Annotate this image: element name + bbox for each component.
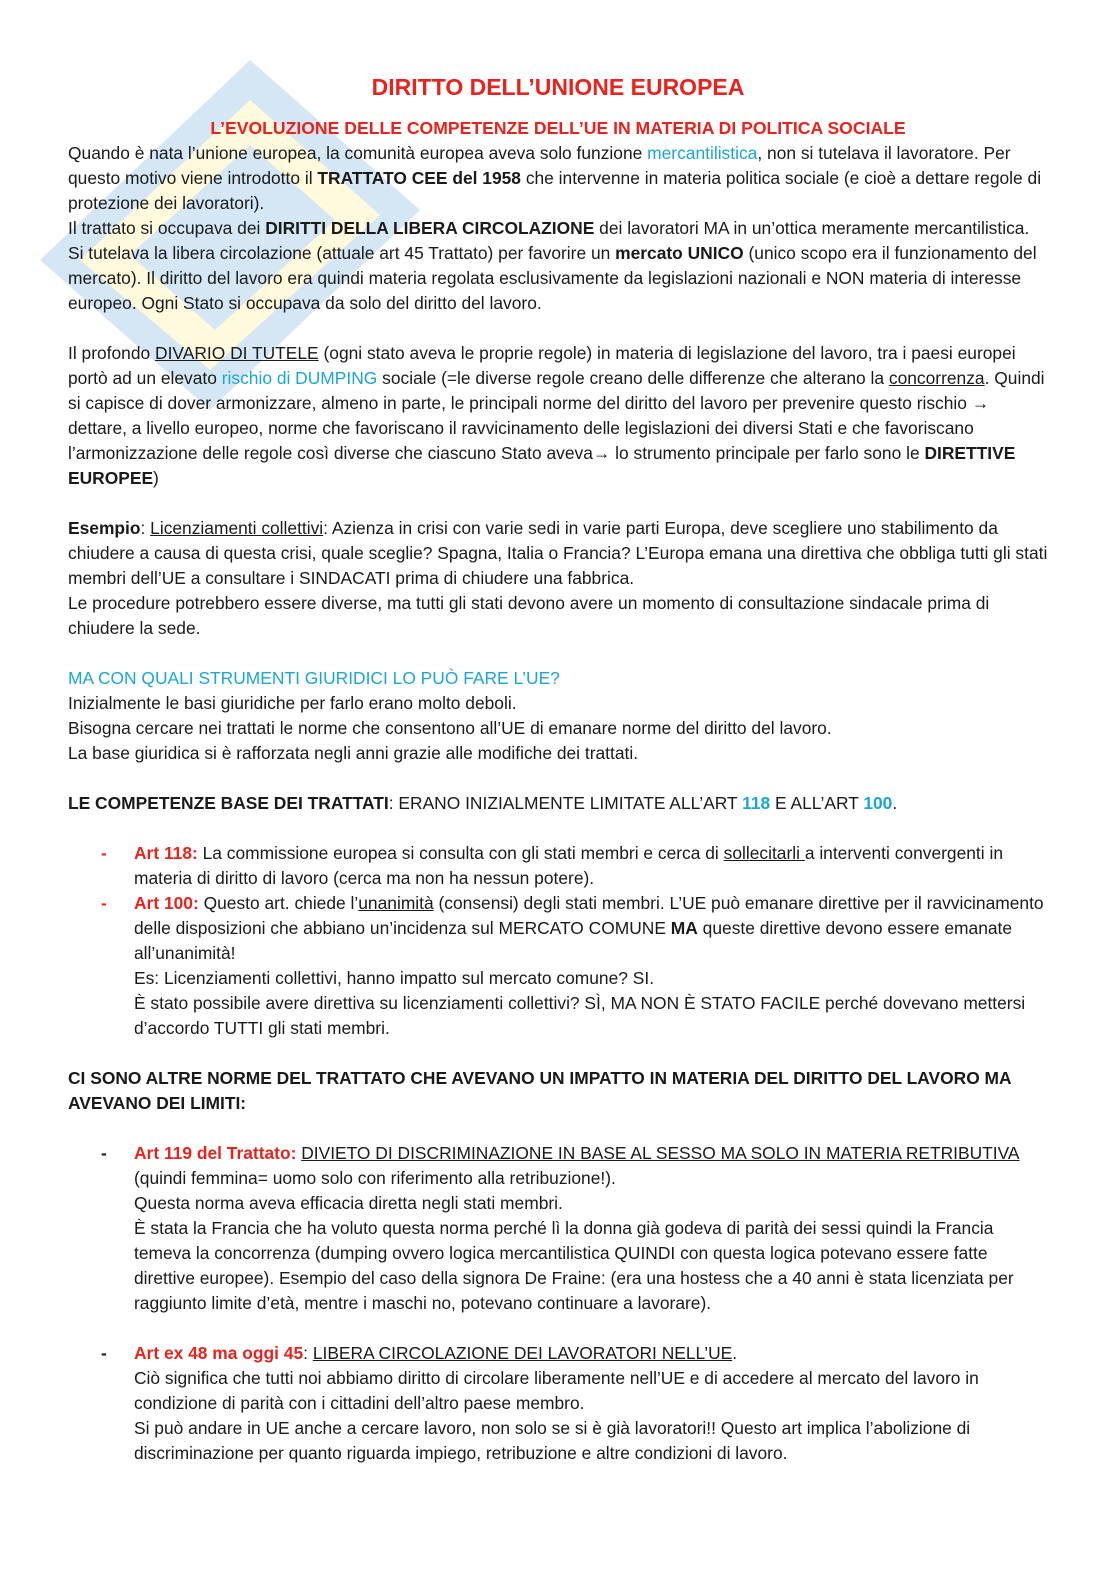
highlight-mercantilistica: mercantilistica <box>647 143 758 163</box>
list-item-art100: - Art 100: Questo art. chiede l’unanimità (consensi) degli stati membri. L’UE può emanare direttive per il ravvicinamento delle disposizioni che abbiano un’incidenza sul MERCATO COMUNE MA queste direttive devono essere emanate all’unanimità! Es: Licenziamenti collettivi, hanno impatto sul mercato comune? SI. È stato possibile avere direttiva su licenziamenti collettivi? SÌ, MA NON È STATO FACILE perché dovevano mettersi d’accordo TUTTI gli stati membri. <box>101 893 1044 1038</box>
dash-bullet: - <box>101 893 107 913</box>
paragraph-trattato: Il trattato si occupava dei DIRITTI DELLA LIBERA CIRCOLAZIONE dei lavoratori MA in un’ottica meramente mercantilistica. Si tutelava la libera circolazione (attuale art 45 Trattato) per favorire un mercato UNICO (unico scopo era il funzionamento del mercato). Il diritto del lavoro era quindi materia regolata esclusivamente da legislazioni nazionali e NON materia di interesse europeo. Ogni Stato si occupava da solo del diritto del lavoro. <box>68 218 1037 313</box>
paragraph-esempio: Esempio: Licenziamenti collettivi: Azienza in crisi con varie sedi in varie parti Europa, deve scegliere uno stabilimento da chiudere a causa di questa crisi, quale sceglie? Spagna, Italia o Francia? L’Europa emana una direttiva che obbliga tutti gli stati membri dell’UE a consultare i SINDACATI prima di chiudere una fabbrica. <box>68 518 1048 588</box>
highlight-trattato-cee: TRATTATO CEE del 1958 <box>317 168 521 188</box>
altre-norme-heading: CI SONO ALTRE NORME DEL TRATTATO CHE AVEVANO UN IMPATTO IN MATERIA DEL DIRITTO DEL LAVORO MA AVEVANO DEI LIMITI: <box>68 1068 1011 1113</box>
paragraph-divario: Il profondo DIVARIO DI TUTELE (ogni stato aveva le proprie regole) in materia di legislazione del lavoro, tra i paesi europei portò ad un elevato rischio di DUMPING sociale (=le diverse regole creano delle differenze che alterano la concorrenza. Quindi si capisce di dover armonizzare, almeno in parte, le principali norme del diritto del lavoro per prevenire questo rischio → dettare, a livello europeo, norme che favoriscano il ravvicinamento delle legislazioni dei diversi Stati e che favoriscano l’armonizzazione delle regole così diverse che ciascuno Stato aveva→ lo strumento principale per farlo sono le DIRETTIVE EUROPEE) <box>68 343 1045 488</box>
arrow-icon: → <box>971 393 990 413</box>
competenze-heading: LE COMPETENZE BASE DEI TRATTATI: ERANO INIZIALMENTE LIMITATE ALL’ART 118 E ALL’ART 100. <box>68 793 898 813</box>
dash-bullet: - <box>101 1343 107 1363</box>
dash-bullet: - <box>101 843 107 863</box>
altre-norme-list-2 <box>68 1341 1048 1466</box>
paragraph-intro: Quando è nata l’unione europea, la comunità europea aveva solo funzione mercantilistica, non si tutelava il lavoratore. Per questo motivo viene introdotto il TRATTATO CEE del 1958 che intervenne in materia politica sociale (e cioè a dettare regole di protezione dei lavoratori). <box>68 143 1042 213</box>
list-item-art118: - Art 118: La commissione europea si consulta con gli stati membri e cerca di sollecitarli a interventi convergenti in materia di diritto di lavoro (cerca ma non ha nessun potere). <box>101 843 1003 888</box>
question-heading: MA CON QUALI STRUMENTI GIURIDICI LO PUÒ FARE L’UE? <box>68 668 560 688</box>
arrow-icon: → <box>592 443 611 463</box>
competenze-list <box>68 841 1048 1041</box>
question-line: La base giuridica si è rafforzata negli anni grazie alle modifiche dei trattati. <box>68 743 639 763</box>
page-title: DIRITTO DELL’UNIONE EUROPEA <box>371 74 745 100</box>
question-line: Bisogna cercare nei trattati le norme che consentono all’UE di emanare norme del diritto del lavoro. <box>68 718 832 738</box>
dash-bullet: - <box>101 1143 107 1163</box>
paragraph-procedure: Le procedure potrebbero essere diverse, ma tutti gli stati devono avere un momento di consultazione sindacale prima di chiudere la sede. <box>68 593 990 638</box>
list-item-art45: - Art ex 48 ma oggi 45: LIBERA CIRCOLAZIONE DEI LAVORATORI NELL’UE. Ciò significa che tutti noi abbiamo diritto di circolare liberamente nell’UE e di accedere al mercato del lavoro in condizione di parità con i cittadini dell’altro paese membro. Si può andare in UE anche a cercare lavoro, non solo se si è già lavoratori!! Questo art implica l’abolizione di discriminazione per quanto riguarda impiego, retribuzione e altre condizioni di lavoro. <box>101 1343 979 1463</box>
altre-norme-list <box>68 1141 1048 1316</box>
list-item-art119: - Art 119 del Trattato: DIVIETO DI DISCRIMINAZIONE IN BASE AL SESSO MA SOLO IN MATERIA RETRIBUTIVA (quindi femmina= uomo solo con riferimento alla retribuzione!). Questa norma aveva efficacia diretta negli stati membri. È stata la Francia che ha voluto questa norma perché lì la donna già godeva di parità dei sessi quindi la Francia temeva la concorrenza (dumping ovvero logica mercantilistica QUINDI con questa logica potevano essere fatte direttive europee). Esempio del caso della signora De Fraine: (era una hostess che a 40 anni è stata licenziata per raggiunto limite d’età, mentre i maschi no, potevano continuare a lavorare). <box>101 1143 1020 1313</box>
section-subtitle: L’EVOLUZIONE DELLE COMPETENZE DELL’UE IN MATERIA DI POLITICA SOCIALE <box>210 118 906 138</box>
question-line: Inizialmente le basi giuridiche per farlo erano molto deboli. <box>68 693 517 713</box>
document-page <box>68 66 1048 1466</box>
